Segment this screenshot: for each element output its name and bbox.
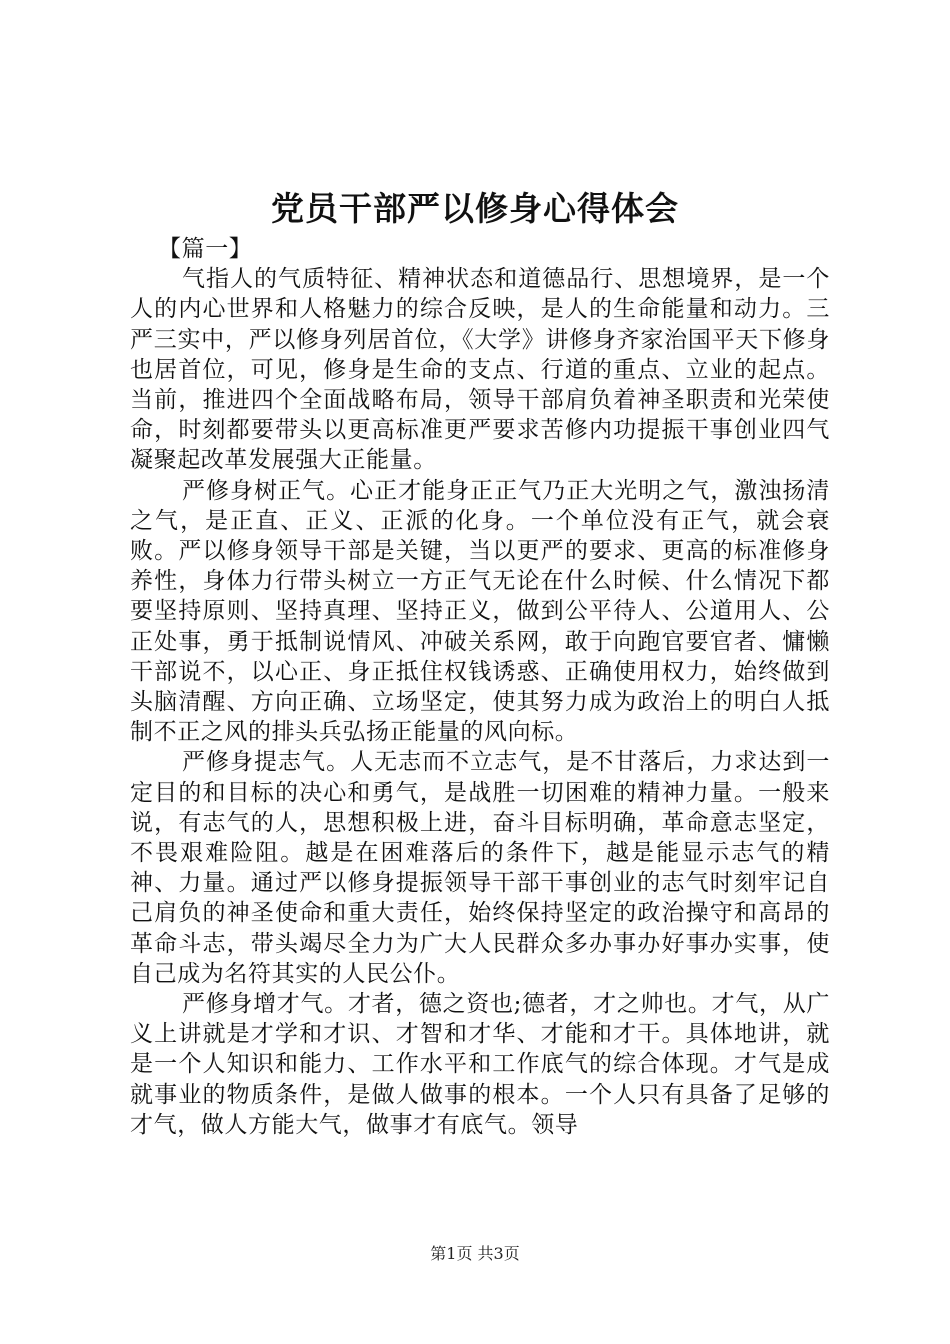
paragraph: 严修身增才气。才者，德之资也;德者，才之帅也。才气，从广义上讲就是才学和才识、才智和才华、才能和才干。具体地讲，就是一个人知识和能力、工作水平和工作底气的综合体现。才气是成就事业的物质条件，是做人做事的根本。一个人只有具备了足够的才气，做人方能大气，做事才有底气。领导: [130, 991, 830, 1138]
paragraph: 严修身提志气。人无志而不立志气，是不甘落后，力求达到一定目的和目标的决心和勇气，是战胜一切困难的精神力量。一般来说，有志气的人，思想积极上进，奋斗目标明确，革命意志坚定，不畏艰难险阻。越是在困难落后的条件下，越是能显示志气的精神、力量。通过严以修身提振领导干部干事创业的志气时刻牢记自己肩负的神圣使命和重大责任，始终保持坚定的政治操守和高昂的革命斗志，带头竭尽全力为广大人民群众多办事办好事办实事，使自己成为名符其实的人民公仆。: [130, 749, 830, 987]
section-label: 【篇一】: [158, 236, 253, 262]
paragraph: 气指人的气质特征、精神状态和道德品行、思想境界，是一个人的内心世界和人格魅力的综合反映，是人的生命能量和动力。三严三实中，严以修身列居首位，《大学》讲修身齐家治国平天下修身也居首位，可见，修身是生命的支点、行道的重点、立业的起点。当前，推进四个全面战略布局，领导干部肩负着神圣职责和光荣使命，时刻都要带头以更高标准更严要求苦修内功提振干事创业四气凝聚起改革发展强大正能量。: [130, 266, 830, 474]
document-body: [130, 234, 830, 1140]
paragraph: 严修身树正气。心正才能身正正气乃正大光明之气，激浊扬清之气，是正直、正义、正派的化身。一个单位没有正气，就会衰败。严以修身领导干部是关键，当以更严的要求、更高的标准修身养性，身体力行带头树立一方正气无论在什么时候、什么情况下都要坚持原则、坚持真理、坚持正义，做到公平待人、公道用人、公正处事，勇于抵制说情风、冲破关系网，敢于向跑官要官者、慵懒干部说不，以心正、身正抵住权钱诱惑、正确使用权力，始终做到头脑清醒、方向正确、立场坚定，使其努力成为政治上的明白人抵制不正之风的排头兵弘扬正能量的风向标。: [130, 477, 830, 746]
page-footer: 第1页 共3页: [430, 1244, 520, 1263]
document-title: 党员干部严以修身心得体会: [271, 189, 679, 228]
